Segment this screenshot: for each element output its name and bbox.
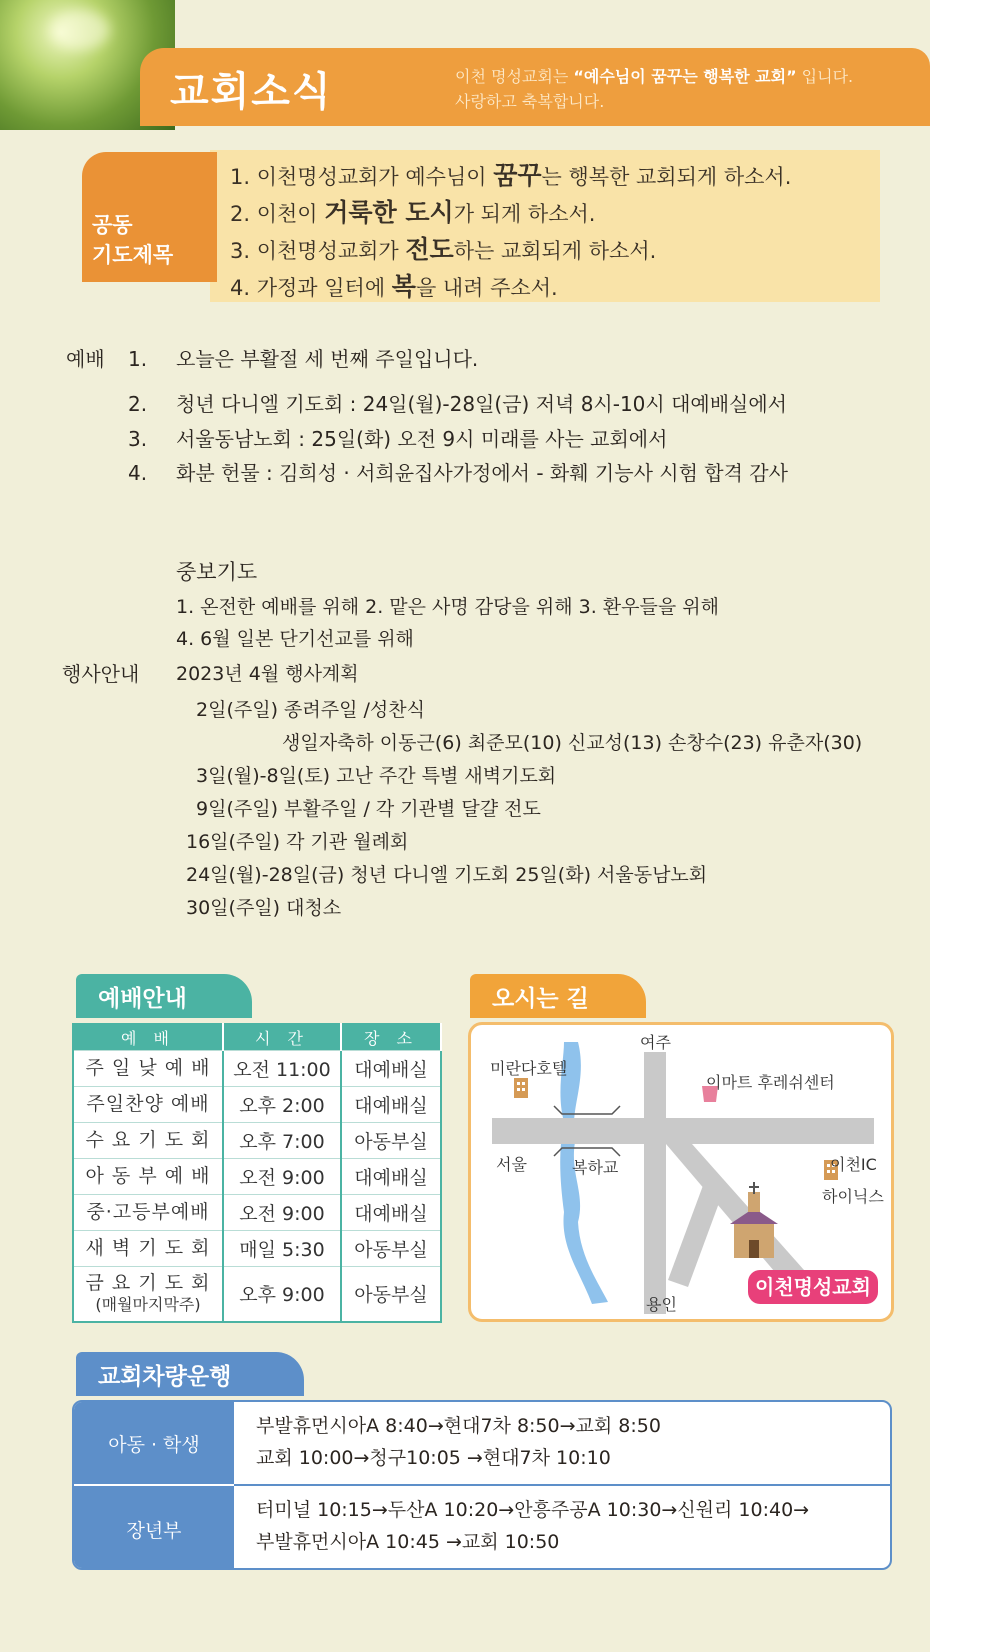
- hotel-icon: [514, 1078, 528, 1098]
- event-line: 9일(주일) 부활주일 / 각 기관별 달걀 전도: [196, 798, 541, 820]
- prayer-item: 3. 이천명성교회가 전도하는 교회되게 하소서.: [230, 235, 657, 264]
- header-subtitle-line1: 이천 명성교회는 “예수님이 꿈꾸는 행복한 교회” 입니다.: [455, 67, 854, 86]
- table-row: 아 동 부 예 배 오전 9:00 대예배실: [73, 1158, 441, 1194]
- table-row: 금 요 기 도 회 (매월마지막주) 오후 9:00 아동부실: [73, 1266, 441, 1322]
- prayer-item: 4. 가정과 일터에 복을 내려 주소서.: [230, 272, 558, 301]
- service-name: 금 요 기 도 회: [85, 1271, 211, 1294]
- worship-item-text: 오늘은 부활절 세 번째 주일입니다.: [176, 347, 479, 371]
- church-name-badge: 이천명성교회: [748, 1270, 878, 1304]
- event-line: 30일(주일) 대청소: [186, 897, 342, 919]
- header-subtitle: [455, 64, 853, 114]
- prayer-list: [230, 158, 791, 306]
- services-table: [72, 1023, 442, 1323]
- directions-tab: 오시는 길: [470, 974, 646, 1018]
- worship-item-num: 2.: [128, 392, 148, 416]
- worship-label: 예배: [66, 347, 105, 371]
- event-line: 2일(주일) 종려주일 /성찬식: [196, 699, 425, 721]
- intercession-title: 중보기도: [176, 560, 258, 584]
- col-header: 장 소: [341, 1024, 441, 1050]
- map-label-south: 용인: [646, 1295, 677, 1314]
- vehicle-group-label: 아동 · 학생: [74, 1402, 234, 1484]
- worship-item-text: 청년 다니엘 기도회 : 24일(월)-28일(금) 저녁 8시-10시 대예배실에서: [176, 392, 787, 416]
- vehicle-tab: 교회차량운행: [76, 1352, 304, 1396]
- vehicle-schedule: [72, 1400, 892, 1570]
- events-header: 2023년 4월 행사계획: [176, 663, 359, 685]
- vehicle-route: 부발휴먼시아A 8:40→현대7차 8:50→교회 8:50 교회 10:00→청구10:05 →현대7차 10:10: [256, 1415, 661, 1469]
- table-row: 주일찬양 예배 오후 2:00 대예배실: [73, 1086, 441, 1122]
- worship-item-num: 4.: [128, 461, 148, 485]
- road-diagonal-left: [668, 1172, 726, 1287]
- table-row: 수 요 기 도 회 오후 7:00 아동부실: [73, 1122, 441, 1158]
- header-subtitle-line2: 사랑하고 축복합니다.: [455, 92, 605, 111]
- event-line: 16일(주일) 각 기관 월례회: [186, 831, 409, 853]
- event-line: 3일(월)-8일(토) 고난 주간 특별 새벽기도회: [196, 765, 557, 787]
- service-note: (매월마지막주): [95, 1294, 201, 1314]
- map-label-bridge: 복하교: [572, 1158, 619, 1177]
- map-label-hotel: 미란다호텔: [490, 1059, 568, 1078]
- prayer-item: 2. 이천이 거룩한 도시가 되게 하소서.: [230, 198, 596, 227]
- intercession-line: 4. 6월 일본 단기선교를 위해: [176, 628, 414, 650]
- intercession-line: 1. 온전한 예배를 위해 2. 맡은 사명 감당을 위해 3. 환우들을 위해: [176, 596, 719, 618]
- event-line: 생일자축하 이동근(6) 최준모(10) 신교성(13) 손창수(23) 유춘자(30): [282, 732, 863, 754]
- worship-item-text: 서울동남노회 : 25일(화) 오전 9시 미래를 사는 교회에서: [176, 427, 668, 451]
- event-line: 24일(월)-28일(금) 청년 다니엘 기도회 25일(화) 서울동남노회: [186, 864, 708, 886]
- services-header-row: [73, 1024, 441, 1050]
- vehicle-route: 터미널 10:15→두산A 10:20→안흥주공A 10:30→신원리 10:40→ 부발휴먼시아A 10:45 →교회 10:50: [256, 1499, 810, 1553]
- events-label: 행사안내: [62, 662, 140, 686]
- vehicle-group-label: 장년부: [74, 1486, 234, 1570]
- map-label-east: 이천IC: [830, 1155, 877, 1174]
- prayer-item: 1. 이천명성교회가 예수님이 꿈꾸는 행복한 교회되게 하소서.: [230, 161, 792, 190]
- table-row: 중·고등부예배 오전 9:00 대예배실: [73, 1194, 441, 1230]
- worship-item-num: 1.: [128, 347, 148, 371]
- vehicle-divider: [234, 1484, 892, 1486]
- table-row: 새 벽 기 도 회 매일 5:30 아동부실: [73, 1230, 441, 1266]
- col-header: 예 배: [73, 1024, 223, 1050]
- prayer-tab-label: 공동 기도제목: [92, 213, 174, 267]
- page-title: 교회소식: [170, 69, 333, 115]
- services-tab: 예배안내: [76, 974, 252, 1018]
- worship-item-text: 화분 헌물 : 김희성 · 서희윤집사가정에서 - 화훼 기능사 시험 합격 감사: [176, 461, 788, 485]
- map-label-west: 서울: [496, 1155, 527, 1174]
- table-row: 주 일 낮 예 배 오전 11:00 대예배실: [73, 1050, 441, 1086]
- col-header: 시 간: [223, 1024, 341, 1050]
- map-label-hynix: 하이닉스: [822, 1187, 884, 1206]
- church-icon: [730, 1182, 778, 1258]
- map-label-north: 여주: [640, 1033, 671, 1052]
- road-horizontal: [492, 1118, 874, 1144]
- photo-glare: [50, 10, 110, 50]
- page-margin: [930, 0, 984, 1652]
- road-vertical: [644, 1052, 666, 1314]
- worship-item-num: 3.: [128, 427, 148, 451]
- map-label-emart: 이마트 후레쉬센터: [706, 1073, 835, 1092]
